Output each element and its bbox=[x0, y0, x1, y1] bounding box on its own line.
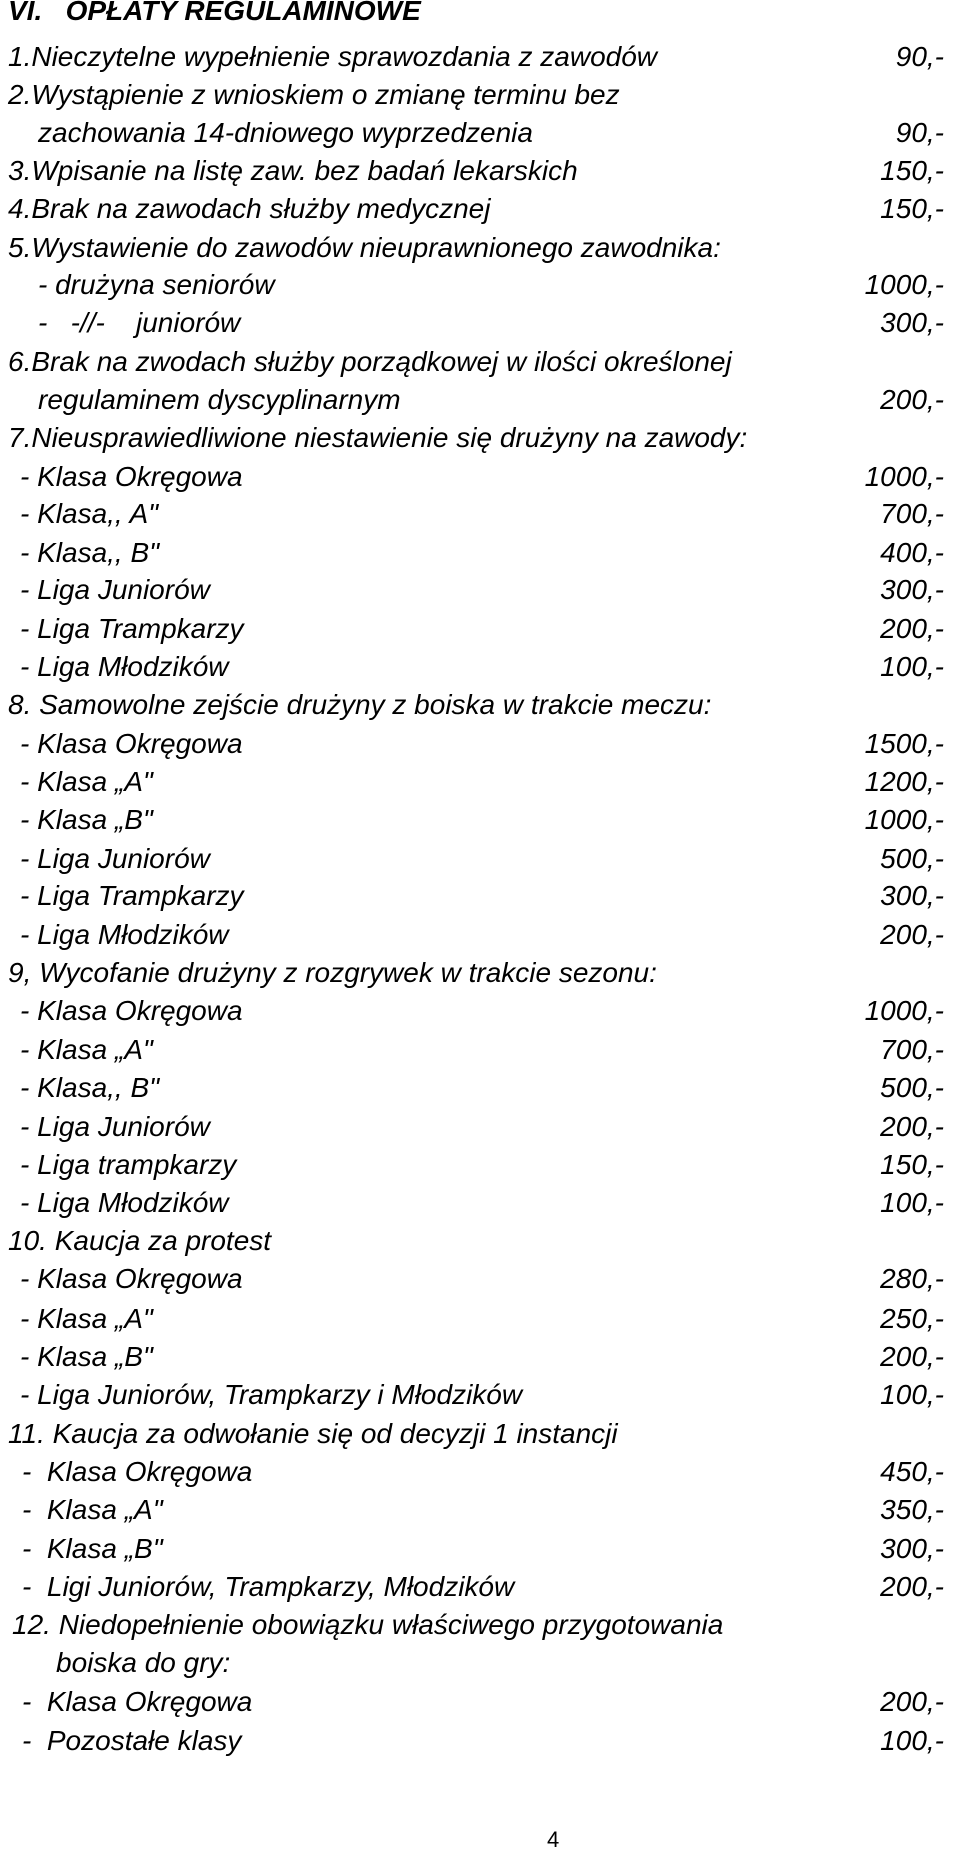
fee-label: 2.Wystąpienie z wnioskiem o zmianę terminu bez bbox=[8, 79, 620, 110]
fee-label: - Klasa Okręgowa bbox=[20, 728, 243, 759]
fee-label: 11. Kaucja za odwołanie się od decyzji 1 instancji bbox=[8, 1418, 618, 1449]
fee-amount: 1500,- bbox=[864, 728, 944, 759]
fee-amount: 100,- bbox=[880, 651, 944, 682]
fee-row bbox=[0, 1644, 960, 1682]
fee-amount: 300,- bbox=[880, 307, 944, 338]
fee-amount: 200,- bbox=[880, 384, 944, 415]
fee-row bbox=[0, 1376, 960, 1414]
fee-label: - Liga Trampkarzy bbox=[20, 613, 244, 644]
fee-amount: 200,- bbox=[880, 613, 944, 644]
fee-row bbox=[0, 1300, 960, 1338]
fee-label: 6.Brak na zwodach służby porządkowej w ilości określonej bbox=[8, 346, 732, 377]
fee-row bbox=[0, 1683, 960, 1721]
fee-row bbox=[0, 1222, 960, 1260]
fee-row bbox=[0, 1108, 960, 1146]
fee-row bbox=[0, 152, 960, 190]
fee-row bbox=[0, 686, 960, 724]
fee-label: 4.Brak na zawodach służby medycznej bbox=[8, 193, 491, 224]
fee-row bbox=[0, 1069, 960, 1107]
fee-label: - -//- juniorów bbox=[38, 307, 241, 338]
fee-row bbox=[0, 381, 960, 419]
fee-row bbox=[0, 114, 960, 152]
fee-label: - Liga Trampkarzy bbox=[20, 880, 244, 911]
fee-label: - Klasa „A" bbox=[22, 1494, 163, 1525]
fee-label: - Klasa Okręgowa bbox=[22, 1686, 253, 1717]
fee-amount: 200,- bbox=[880, 1686, 944, 1717]
fee-label: - Klasa,, B" bbox=[20, 537, 160, 568]
fee-amount: 400,- bbox=[880, 537, 944, 568]
fee-row bbox=[0, 1530, 960, 1568]
fee-row bbox=[0, 1338, 960, 1376]
fee-amount: 300,- bbox=[880, 574, 944, 605]
fee-row bbox=[0, 725, 960, 763]
fee-row bbox=[0, 266, 960, 304]
fee-row bbox=[0, 801, 960, 839]
fee-amount: 700,- bbox=[880, 1034, 944, 1065]
fee-row bbox=[0, 1260, 960, 1298]
fee-row bbox=[0, 495, 960, 533]
fee-row bbox=[0, 1031, 960, 1069]
fee-amount: 150,- bbox=[880, 155, 944, 186]
fee-row bbox=[0, 992, 960, 1030]
fee-label: 10. Kaucja za protest bbox=[8, 1225, 272, 1256]
fee-label: - Klasa „A" bbox=[20, 1303, 153, 1334]
fee-amount: 200,- bbox=[880, 919, 944, 950]
fee-amount: 450,- bbox=[880, 1456, 944, 1487]
fee-row bbox=[0, 1453, 960, 1491]
fee-label: - Liga Juniorów, Trampkarzy i Młodzików bbox=[20, 1379, 523, 1410]
fee-row bbox=[0, 190, 960, 228]
fee-label: 12. Niedopełnienie obowiązku właściwego przygotowania bbox=[12, 1609, 724, 1640]
fee-amount: 150,- bbox=[880, 1149, 944, 1180]
fee-amount: 500,- bbox=[880, 1072, 944, 1103]
fee-amount: 250,- bbox=[880, 1303, 944, 1334]
fee-label: - Klasa Okręgowa bbox=[20, 1263, 243, 1294]
fee-row bbox=[0, 877, 960, 915]
fee-amount: 150,- bbox=[880, 193, 944, 224]
fee-row bbox=[0, 954, 960, 992]
fee-label: - Klasa „A" bbox=[20, 766, 153, 797]
fee-amount: 700,- bbox=[880, 498, 944, 529]
fee-row bbox=[0, 916, 960, 954]
fee-label: - Pozostałe klasy bbox=[22, 1725, 242, 1756]
fee-amount: 300,- bbox=[880, 1533, 944, 1564]
fee-label: - Klasa,, A" bbox=[20, 498, 159, 529]
fee-label: 5.Wystawienie do zawodów nieuprawnionego zawodnika: bbox=[8, 232, 721, 263]
fee-label: - Ligi Juniorów, Trampkarzy, Młodzików bbox=[22, 1571, 515, 1602]
fee-label: - Liga Młodzików bbox=[20, 651, 229, 682]
fee-label: - Liga Młodzików bbox=[20, 919, 229, 950]
fee-row bbox=[0, 76, 960, 114]
fee-amount: 100,- bbox=[880, 1379, 944, 1410]
fee-label: - Liga Młodzików bbox=[20, 1187, 229, 1218]
fee-amount: 350,- bbox=[880, 1494, 944, 1525]
fee-row bbox=[0, 571, 960, 609]
fee-label: - Klasa „B" bbox=[20, 1341, 153, 1372]
fee-amount: 90,- bbox=[895, 41, 944, 72]
fee-label: boiska do gry: bbox=[56, 1647, 231, 1678]
fee-label: - drużyna seniorów bbox=[38, 269, 275, 300]
fee-amount: 90,- bbox=[895, 117, 944, 148]
fee-label: - Klasa „A" bbox=[20, 1034, 153, 1065]
fee-label: - Liga Juniorów bbox=[20, 574, 210, 605]
fee-row bbox=[0, 343, 960, 381]
fee-row bbox=[0, 1606, 960, 1644]
fee-amount: 300,- bbox=[880, 880, 944, 911]
section-title: VI. OPŁATY REGULAMINOWE bbox=[8, 0, 421, 26]
fee-label: zachowania 14-dniowego wyprzedzenia bbox=[38, 117, 533, 148]
fee-label: - Klasa „B" bbox=[22, 1533, 163, 1564]
fee-label: - Klasa Okręgowa bbox=[20, 461, 243, 492]
fee-label: 8. Samowolne zejście drużyny z boiska w trakcie meczu: bbox=[8, 689, 712, 720]
fee-amount: 100,- bbox=[880, 1725, 944, 1756]
fee-amount: 500,- bbox=[880, 843, 944, 874]
fee-amount: 1200,- bbox=[864, 766, 944, 797]
page-number: 4 bbox=[547, 1827, 560, 1852]
fee-label: - Liga Juniorów bbox=[20, 1111, 210, 1142]
fee-row bbox=[0, 763, 960, 801]
fee-amount: 1000,- bbox=[864, 804, 944, 835]
fee-row bbox=[0, 1568, 960, 1606]
fee-label: - Liga Juniorów bbox=[20, 843, 210, 874]
fee-amount: 200,- bbox=[880, 1111, 944, 1142]
fee-amount: 1000,- bbox=[864, 461, 944, 492]
fee-row bbox=[0, 1146, 960, 1184]
fee-amount: 200,- bbox=[880, 1341, 944, 1372]
fee-row bbox=[0, 1722, 960, 1760]
fee-amount: 280,- bbox=[880, 1263, 944, 1294]
fee-row bbox=[0, 648, 960, 686]
fee-row bbox=[0, 38, 960, 76]
fee-label: - Klasa,, B" bbox=[20, 1072, 160, 1103]
fee-label: 1.Nieczytelne wypełnienie sprawozdania z zawodów bbox=[8, 41, 658, 72]
fee-label: - Klasa Okręgowa bbox=[22, 1456, 253, 1487]
fee-label: - Klasa Okręgowa bbox=[20, 995, 243, 1026]
fee-row bbox=[0, 458, 960, 496]
fee-row bbox=[0, 419, 960, 457]
fee-row bbox=[0, 1491, 960, 1529]
fee-row bbox=[0, 840, 960, 878]
fee-label: 9, Wycofanie drużyny z rozgrywek w trakcie sezonu: bbox=[8, 957, 657, 988]
fee-amount: 200,- bbox=[880, 1571, 944, 1602]
fee-amount: 1000,- bbox=[864, 995, 944, 1026]
fee-row bbox=[0, 1415, 960, 1453]
fee-label: - Liga trampkarzy bbox=[20, 1149, 237, 1180]
fee-label: 7.Nieusprawiedliwione niestawienie się drużyny na zawody: bbox=[8, 422, 748, 453]
fee-row bbox=[0, 610, 960, 648]
fee-label: 3.Wpisanie na listę zaw. bez badań lekarskich bbox=[8, 155, 578, 186]
fee-row bbox=[0, 304, 960, 342]
fee-amount: 100,- bbox=[880, 1187, 944, 1218]
fee-amount: 1000,- bbox=[864, 269, 944, 300]
fee-row bbox=[0, 534, 960, 572]
fee-row bbox=[0, 1184, 960, 1222]
fee-label: regulaminem dyscyplinarnym bbox=[38, 384, 401, 415]
fee-row bbox=[0, 229, 960, 267]
fee-label: - Klasa „B" bbox=[20, 804, 153, 835]
